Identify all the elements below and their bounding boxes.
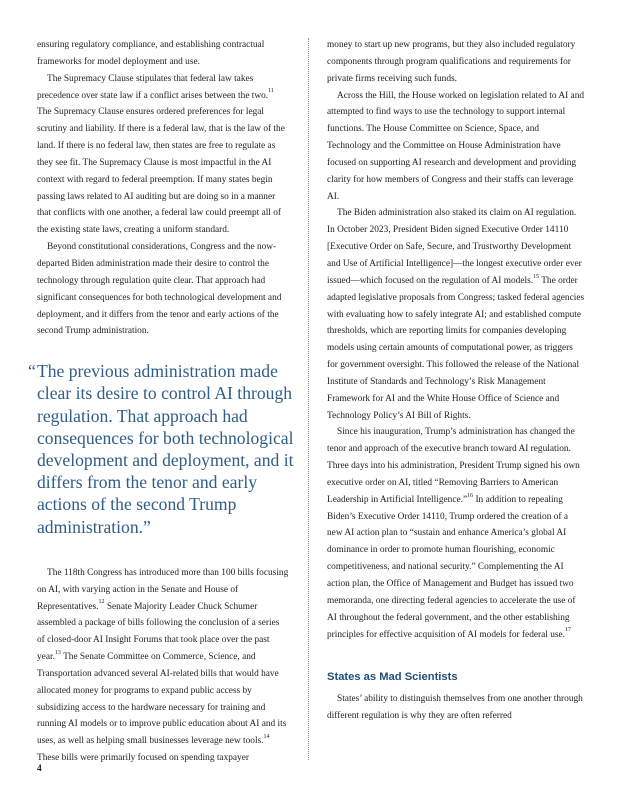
column-divider	[308, 38, 309, 760]
paragraph: Since his inauguration, Trump’s administration has changed the tenor and approach of the executive branch toward AI regulation. Three days into his administration, President Trump signed his own executive order on AI, titled “Removing Barriers to American Leadership in Artificial Intelligence.”$^{16}$ In addition to repealing Biden’s Executive Order 14110, Trump ordered the creation of a new AI action plan to “sustain and enhance America’s global AI dominance in order to promote human flourishing, economic competitiveness, and national security.” Complementing the AI action plan, the Office of Management and Budget has issued two memoranda, one directing federal agencies to accelerate the use of AI throughout the federal government, and the other establishing principles for effective acquisition of AI models for federal use.$^{17}$	[327, 427, 580, 640]
paragraph: ensuring regulatory compliance, and establishing contractual frameworks for model deployment and use.	[37, 40, 265, 67]
footnote-ref[interactable]: 14	[263, 734, 270, 741]
open-quote-mark: “	[28, 361, 36, 382]
pull-quote-text: The previous administration made clear its desire to control AI through regulation. That approach had consequences for both technological development and deployment, and it differs from the tenor and early actions of the second Trump administration.”	[37, 361, 294, 537]
paragraph: Beyond constitutional considerations, Congress and the now-departed Biden administration made their desire to control the technology through regulation quite clear. That approach had significant consequences for both technological development and deployment, and it differs from the tenor and early actions of the second Trump administration.	[37, 242, 282, 337]
paragraph: The Biden administration also staked its claim on AI regulation. In October 2023, President Biden signed Executive Order 14110 [Executive Order on Safe, Secure, and Trustworthy Development and Use of Artificial Intelligence]—the longest executive order ever issued—which focused on the regulation of AI models.$^{15}$ The order adapted legislative proposals from Congress; tasked federal agencies with evaluating how to safely integrate AI; and established compute thresholds, which are reporting limits for companies developing models using certain amounts of computational power, as triggers for government oversight. This followed the release of the National Institute of Standards and Technology’s Risk Management Framework for AI and the White House Office of Science and Technology Policy’s AI Bill of Rights.	[327, 208, 585, 421]
paragraph: States’ ability to distinguish themselves from one another through different regulation is why they are often referred	[327, 694, 583, 722]
paragraph: The Supremacy Clause stipulates that federal law takes precedence over state law if a conflict arises between the two.$^{11}$ The Supremacy Clause ensures ordered preferences for legal scrutiny and liability. If there is a federal law, that is the law of the land. If there is no federal law, then states are free to regulate as they see fit. The Supremacy Clause is most impactful in the AI context with regard to federal preemption. If many states begin passing laws related to AI auditing but are doing so in a manner that conflicts with one another, a federal law could preempt all of the existing state laws, creating a uniform standard.	[37, 73, 285, 236]
pull-quote	[29, 360, 299, 538]
footnote-ref[interactable]: 11	[268, 88, 274, 95]
footnote-ref[interactable]: 16	[467, 492, 474, 499]
paragraph: The 118th Congress has introduced more than 100 bills focusing on AI, with varying action in the Senate and House of Representatives.$^{12}$ Senate Majority Leader Chuck Schumer assembled a package of bills following the conclusion of a series of closed-door AI Insight Forums that took place over the past year.$^{13}$ The Senate Committee on Commerce, Science, and Transportation advanced several AI-related bills that would have allocated money for programs to expand public access by subsidizing access to the hardware necessary for training and running AI models or to improve public education about AI and its uses, as well as helping small businesses leverage new tools.$^{14}$ These bills were primarily focused on spending taxpayer	[37, 567, 289, 764]
left-column	[28, 37, 294, 767]
footnote-ref[interactable]: 13	[54, 649, 61, 656]
paragraph: Across the Hill, the House worked on legislation related to AI and attempted to find ways to use the technology to support internal functions. The House Committee on Science, Space, and Technology and the Committee on House Administration have focused on supporting AI research and development and providing clarity for how members of Congress and their staffs can leverage AI.	[327, 90, 585, 202]
right-column	[327, 37, 585, 725]
footnote-ref[interactable]: 15	[533, 273, 540, 280]
footnote-ref[interactable]: 17	[565, 627, 572, 634]
footnote-ref[interactable]: 12	[98, 599, 105, 606]
paragraph: money to start up new programs, but they also included regulatory components through program qualifications and requirements for private firms receiving such funds.	[327, 40, 576, 84]
section-heading: States as Mad Scientists	[327, 671, 458, 684]
page-number: 4	[37, 764, 42, 774]
